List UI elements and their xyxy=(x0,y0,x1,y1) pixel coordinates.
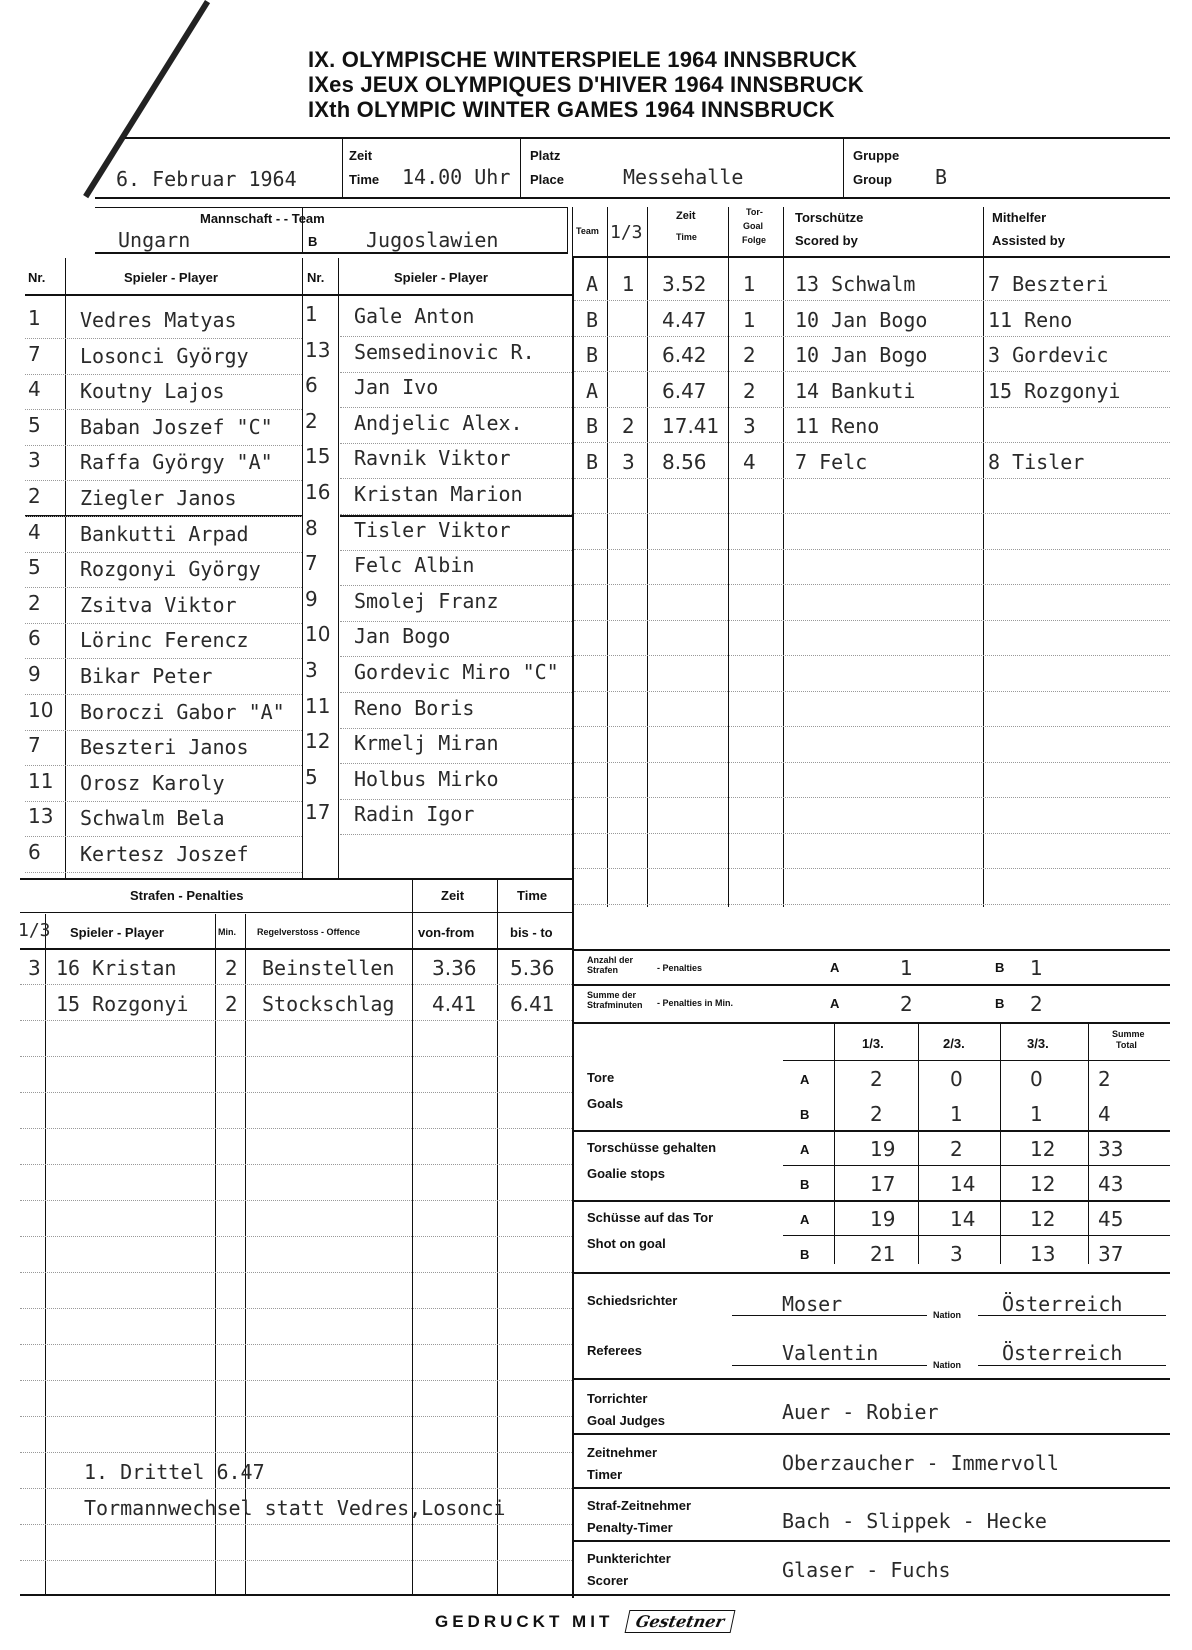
match-place: Messehalle xyxy=(623,165,744,189)
penalty-min-header: Min. xyxy=(218,927,236,937)
goal-tor-header: Tor- xyxy=(746,207,763,217)
scorer-label-de: Punkterichter xyxy=(587,1551,671,1566)
roster-b-player-header: Spieler - Player xyxy=(394,270,488,285)
roster-a-player: Zsitva Viktor xyxy=(80,592,237,617)
roster-a-number: 1 xyxy=(28,306,41,330)
pen-count-en: - Penalties xyxy=(657,963,703,973)
stats-team-a-label: A xyxy=(800,1212,810,1227)
gruppe-label: Gruppe xyxy=(853,148,900,163)
roster-b-player: Reno Boris xyxy=(354,695,475,720)
penalty-player-header: Spieler - Player xyxy=(70,925,164,940)
roster-a-number: 2 xyxy=(28,484,41,508)
stats-value: 0 xyxy=(950,1067,963,1091)
goal-assist-header-de: Mithelfer xyxy=(992,210,1047,225)
nation-label-2: Nation xyxy=(933,1360,961,1370)
row-rule xyxy=(340,336,572,337)
roster-b-number: 1 xyxy=(305,302,318,326)
roster-b-player: Ravnik Viktor xyxy=(354,446,511,471)
referee-2: Valentin xyxy=(782,1341,879,1365)
goal-goal-header: Goal xyxy=(743,221,764,231)
stats-value: 14 xyxy=(950,1172,976,1196)
goal-team: B xyxy=(586,414,599,438)
goal-time: 17.41 xyxy=(662,414,720,438)
timer-label-en: Timer xyxy=(587,1467,623,1482)
goal-sequence: 2 xyxy=(743,343,756,367)
match-group: B xyxy=(935,165,948,189)
roster-b-number: 6 xyxy=(305,373,318,398)
goal-scorer: 7 Felc xyxy=(795,449,868,474)
goal-team: B xyxy=(586,307,599,332)
row-rule xyxy=(574,655,1170,656)
goal-sequence: 2 xyxy=(743,378,756,403)
row-rule xyxy=(574,797,1170,798)
penalty-to: 6.41 xyxy=(510,992,555,1016)
row-rule xyxy=(25,516,302,517)
stats-value: 12 xyxy=(1030,1207,1056,1231)
row-rule xyxy=(25,552,302,553)
penalty-player: 16 Kristan xyxy=(56,956,177,980)
roster-a-player: Rozgonyi György xyxy=(80,557,261,582)
roster-a-nr-header: Nr. xyxy=(28,270,46,285)
stats-label-en: Goals xyxy=(587,1096,624,1111)
goal-scorer: 14 Bankuti xyxy=(795,378,916,403)
stats-team-b-label: B xyxy=(800,1177,810,1192)
row-rule xyxy=(340,834,572,835)
goal-team: B xyxy=(586,449,599,474)
goal-time: 3.52 xyxy=(662,272,707,296)
penalty-to: 5.36 xyxy=(510,956,555,980)
pen-count-b-label: B xyxy=(995,960,1005,975)
roster-a-number: 5 xyxy=(28,412,41,437)
row-rule xyxy=(574,726,1170,727)
match-date: 6. Februar 1964 xyxy=(116,167,297,191)
stats-col-2: 2/3. xyxy=(943,1036,965,1051)
title-line-3: IXth OLYMPIC WINTER GAMES 1964 INNSBRUCK xyxy=(308,97,835,122)
note-line-2: Tormannwechsel statt Vedres,Losonci xyxy=(84,1496,506,1520)
roster-b-player: Kristan Marion xyxy=(354,482,523,506)
roster-b-number: 13 xyxy=(305,337,331,362)
goal-judges: Auer - Robier xyxy=(782,1400,939,1424)
pen-sum-a: 2 xyxy=(900,992,913,1016)
referee-label-de: Schiedsrichter xyxy=(587,1293,678,1308)
zeit-label: Zeit xyxy=(349,148,373,163)
roster-b-player: Semsedinovic R. xyxy=(354,339,535,364)
row-rule xyxy=(25,872,302,873)
roster-a-player: Bankutti Arpad xyxy=(80,521,249,546)
goal-scorer-header-en: Scored by xyxy=(795,233,858,248)
penalty-third-header: 1/3 xyxy=(18,920,51,941)
roster-a-player: Ziegler Janos xyxy=(80,486,237,510)
stats-value: 2 xyxy=(1098,1067,1111,1091)
row-rule xyxy=(25,801,302,802)
roster-a-player: Raffa György "A" xyxy=(80,450,273,475)
row-rule xyxy=(574,300,1170,301)
stats-col-3: 3/3. xyxy=(1027,1036,1049,1051)
penalty-from: 3.36 xyxy=(432,956,477,980)
footer-text: GEDRUCKT MIT xyxy=(435,1611,614,1631)
goal-zeit-header: Zeit xyxy=(676,210,696,222)
stats-label-de: Torschüsse gehalten xyxy=(587,1140,717,1155)
penalty-timer-label-de: Straf-Zeitnehmer xyxy=(587,1498,692,1513)
timer-label-de: Zeitnehmer xyxy=(587,1445,658,1460)
roster-b-number: 5 xyxy=(305,764,318,789)
team-a-name: Ungarn xyxy=(118,228,191,252)
goal-scorer-header-de: Torschütze xyxy=(795,210,864,225)
row-rule xyxy=(20,1128,572,1129)
stats-value: 37 xyxy=(1098,1242,1124,1266)
roster-b-number: 9 xyxy=(305,586,318,611)
group-label: Group xyxy=(853,172,892,187)
roster-b-player: Radin Igor xyxy=(354,802,475,827)
row-rule xyxy=(20,1308,572,1309)
goal-time: 8.56 xyxy=(662,449,707,474)
roster-b-number: 7 xyxy=(305,551,318,576)
stats-value: 43 xyxy=(1098,1172,1124,1196)
stats-team-b-label: B xyxy=(800,1107,810,1122)
roster-a-number: 4 xyxy=(28,519,41,544)
row-rule xyxy=(340,443,572,444)
goal-third: 3 xyxy=(622,449,635,474)
row-rule xyxy=(20,984,572,985)
goal-assist: 11 Reno xyxy=(988,307,1073,332)
goal-sequence: 1 xyxy=(743,272,756,296)
row-rule xyxy=(340,656,572,657)
stats-team-b-label: B xyxy=(800,1247,810,1262)
roster-a-number: 4 xyxy=(28,377,41,402)
roster-b-number: 12 xyxy=(305,729,331,754)
penalty-minutes: 2 xyxy=(225,956,238,980)
goal-scorer: 11 Reno xyxy=(795,414,880,438)
pen-sum-b-label: B xyxy=(995,996,1005,1011)
roster-a-player: Orosz Karoly xyxy=(80,770,225,795)
penalties-time: Time xyxy=(517,888,548,903)
row-rule xyxy=(25,409,302,410)
row-rule xyxy=(20,1020,572,1021)
roster-a-player: Kertesz Joszef xyxy=(80,842,249,866)
row-rule xyxy=(574,691,1170,692)
roster-a-player: Bikar Peter xyxy=(80,664,213,688)
stats-value: 3 xyxy=(950,1242,963,1266)
row-rule xyxy=(574,407,1170,408)
goal-time: 4.47 xyxy=(662,307,707,332)
roster-a-player: Lörinc Ferencz xyxy=(80,628,249,653)
roster-a-number: 3 xyxy=(28,448,41,473)
goal-judges-label-de: Torrichter xyxy=(587,1391,648,1406)
roster-a-number: 6 xyxy=(28,840,41,864)
row-rule xyxy=(25,587,302,588)
roster-a-player: Boroczi Gabor "A" xyxy=(80,699,285,724)
roster-b-number: 10 xyxy=(305,622,331,647)
row-rule xyxy=(20,1452,572,1453)
referee-2-nation: Österreich xyxy=(1002,1341,1123,1365)
roster-b-player: Jan Bogo xyxy=(354,624,451,649)
roster-a-number: 13 xyxy=(28,804,54,829)
roster-a-number: 10 xyxy=(28,697,54,722)
goal-judges-label-en: Goal Judges xyxy=(587,1413,666,1428)
row-rule xyxy=(340,621,572,622)
row-rule xyxy=(20,1488,572,1489)
penalty-third: 3 xyxy=(28,956,41,980)
penalties-zeit: Zeit xyxy=(441,888,465,903)
penalty-offence-header: Regelverstoss - Offence xyxy=(257,927,361,937)
pen-count-de: Anzahl der Strafen xyxy=(587,955,634,975)
stats-value: 19 xyxy=(870,1137,896,1161)
goal-sequence: 1 xyxy=(743,307,756,332)
penalty-timer-label-en: Penalty-Timer xyxy=(587,1520,673,1535)
stats-value: 1 xyxy=(950,1102,963,1126)
row-rule xyxy=(574,513,1170,514)
stats-label-de: Tore xyxy=(587,1070,615,1085)
referee-1: Moser xyxy=(782,1292,843,1316)
timekeepers: Oberzaucher - Immervoll xyxy=(782,1451,1059,1475)
row-rule xyxy=(340,372,572,373)
row-rule xyxy=(574,442,1170,443)
row-rule xyxy=(340,585,572,586)
row-rule xyxy=(20,1272,572,1273)
row-rule xyxy=(340,478,572,479)
title-line-1: IX. OLYMPISCHE WINTERSPIELE 1964 INNSBRUCK xyxy=(308,47,858,72)
gestetner-logo: Gestetner xyxy=(625,1610,736,1633)
roster-b-player: Holbus Mirko xyxy=(354,766,499,791)
row-rule xyxy=(25,338,302,339)
row-rule xyxy=(20,1236,572,1237)
row-rule xyxy=(340,799,572,800)
row-rule xyxy=(25,765,302,766)
penalty-from: 4.41 xyxy=(432,992,477,1016)
nation-label-1: Nation xyxy=(933,1310,961,1320)
roster-b-player: Smolej Franz xyxy=(354,588,499,613)
stats-value: 4 xyxy=(1098,1102,1111,1126)
pen-sum-a-label: A xyxy=(830,996,840,1011)
row-rule xyxy=(340,763,572,764)
roster-a-number: 11 xyxy=(28,768,54,793)
roster-b-nr-header: Nr. xyxy=(307,270,325,285)
row-rule xyxy=(25,658,302,659)
team-b-name: Jugoslawien xyxy=(366,228,499,252)
goal-third-header: 1/3 xyxy=(610,222,643,243)
goal-scorer: 10 Jan Bogo xyxy=(795,307,928,332)
row-rule xyxy=(25,480,302,481)
pen-count-a: 1 xyxy=(900,956,913,980)
row-rule xyxy=(574,478,1170,479)
row-rule xyxy=(20,1524,572,1525)
stats-col-total-2: Total xyxy=(1116,1040,1137,1050)
stats-label-en: Shot on goal xyxy=(587,1236,666,1251)
goal-team: A xyxy=(586,272,599,296)
penalty-minutes: 2 xyxy=(225,992,238,1016)
roster-a-number: 2 xyxy=(28,590,41,615)
pen-count-a-label: A xyxy=(830,960,840,975)
row-rule xyxy=(20,1200,572,1201)
roster-b-number: 3 xyxy=(305,658,318,682)
goal-third: 2 xyxy=(622,414,635,438)
stats-value: 21 xyxy=(870,1242,896,1266)
referee-1-nation: Österreich xyxy=(1002,1292,1123,1316)
footer xyxy=(435,1610,733,1633)
team-b-letter: B xyxy=(308,234,318,249)
goal-assist: 15 Rozgonyi xyxy=(988,378,1121,403)
goal-assist: 8 Tisler xyxy=(988,449,1085,474)
stats-value: 2 xyxy=(870,1102,883,1126)
row-rule xyxy=(574,336,1170,337)
row-rule xyxy=(574,620,1170,621)
goal-team: A xyxy=(586,378,599,403)
stats-value: 12 xyxy=(1030,1172,1056,1196)
goal-sequence: 4 xyxy=(743,449,756,474)
stats-value: 2 xyxy=(870,1067,883,1091)
scorers: Glaser - Fuchs xyxy=(782,1558,951,1582)
roster-b-player: Tisler Viktor xyxy=(354,517,511,542)
goal-third: 1 xyxy=(622,272,635,296)
stats-value: 14 xyxy=(950,1207,976,1231)
row-rule xyxy=(20,1416,572,1417)
stats-value: 19 xyxy=(870,1207,896,1231)
roster-b-number: 11 xyxy=(305,693,331,718)
referee-label-en: Referees xyxy=(587,1343,642,1358)
roster-a-number: 7 xyxy=(28,733,41,758)
row-rule xyxy=(574,833,1170,834)
pen-sum-de: Summe der Strafminuten xyxy=(587,990,643,1010)
row-rule xyxy=(20,1092,572,1093)
row-rule xyxy=(20,1380,572,1381)
row-rule xyxy=(20,1164,572,1165)
time-label: Time xyxy=(349,172,380,187)
goal-assist-header-en: Assisted by xyxy=(992,233,1065,248)
row-rule xyxy=(25,694,302,695)
goal-assist: 7 Beszteri xyxy=(988,272,1109,296)
roster-b-player: Krmelj Miran xyxy=(354,731,499,756)
roster-b-player: Felc Albin xyxy=(354,553,475,578)
stats-value: 12 xyxy=(1030,1137,1056,1161)
penalty-from-header: von-from xyxy=(418,925,475,940)
row-rule xyxy=(20,1560,572,1561)
row-rule xyxy=(340,692,572,693)
roster-b-player: Jan Ivo xyxy=(354,375,439,400)
penalties-title: Strafen - Penalties xyxy=(130,888,244,903)
roster-b-player: Gordevic Miro "C" xyxy=(354,660,559,684)
row-rule xyxy=(25,623,302,624)
roster-b-number: 16 xyxy=(305,480,331,504)
stats-value: 13 xyxy=(1030,1242,1056,1266)
penalty-offence: Stockschlag xyxy=(262,992,395,1016)
penalty-to-header: bis - to xyxy=(510,925,553,940)
roster-a-number: 6 xyxy=(28,626,41,651)
row-rule xyxy=(574,584,1170,585)
row-rule xyxy=(340,514,572,515)
row-rule xyxy=(574,549,1170,550)
goal-scorer: 10 Jan Bogo xyxy=(795,343,928,367)
goal-sequence: 3 xyxy=(743,414,756,438)
row-rule xyxy=(20,1344,572,1345)
roster-a-player: Vedres Matyas xyxy=(80,308,237,332)
row-rule xyxy=(574,904,1170,905)
goal-time-header: Time xyxy=(676,232,697,242)
penalty-timekeepers: Bach - Slippek - Hecke xyxy=(782,1509,1047,1533)
penalty-player: 15 Rozgonyi xyxy=(56,992,189,1016)
roster-a-player-header: Spieler - Player xyxy=(124,270,218,285)
row-rule xyxy=(574,371,1170,372)
roster-b-number: 2 xyxy=(305,408,318,433)
roster-a-player: Baban Joszef "C" xyxy=(80,414,273,439)
goal-scorer: 13 Schwalm xyxy=(795,272,916,296)
roster-b-number: 8 xyxy=(305,515,318,540)
stats-value: 1 xyxy=(1030,1102,1043,1126)
row-rule xyxy=(574,868,1170,869)
roster-a-player: Koutny Lajos xyxy=(80,379,225,404)
goal-team: B xyxy=(586,343,599,367)
title-line-2: IXes JEUX OLYMPIQUES D'HIVER 1964 INNSBRUCK xyxy=(308,72,864,97)
match-time: 14.00 Uhr xyxy=(402,165,511,189)
roster-a-number: 9 xyxy=(28,662,41,686)
goal-time: 6.47 xyxy=(662,378,707,403)
stats-value: 33 xyxy=(1098,1137,1124,1161)
pen-sum-en: - Penalties in Min. xyxy=(657,998,734,1008)
stats-value: 0 xyxy=(1030,1067,1043,1091)
roster-a-player: Beszteri Janos xyxy=(80,735,249,760)
row-rule xyxy=(340,550,572,551)
stats-col-1: 1/3. xyxy=(862,1036,884,1051)
stats-value: 17 xyxy=(870,1172,896,1196)
penalty-offence: Beinstellen xyxy=(262,956,395,980)
roster-a-player: Losonci György xyxy=(80,343,249,368)
roster-a-number: 5 xyxy=(28,555,41,580)
row-rule xyxy=(25,445,302,446)
stats-team-a-label: A xyxy=(800,1072,810,1087)
goal-time: 6.42 xyxy=(662,343,707,367)
pen-count-b: 1 xyxy=(1030,956,1043,980)
roster-b-player: Gale Anton xyxy=(354,304,475,328)
stats-team-a-label: A xyxy=(800,1142,810,1157)
stats-label-en: Goalie stops xyxy=(587,1166,666,1181)
team-label: Mannschaft - - Team xyxy=(200,211,325,226)
goal-team-header: Team xyxy=(576,226,599,236)
scorer-label-en: Scorer xyxy=(587,1573,629,1588)
row-rule xyxy=(340,407,572,408)
place-label: Place xyxy=(530,172,564,187)
platz-label: Platz xyxy=(530,148,561,163)
row-rule xyxy=(25,836,302,837)
row-rule xyxy=(25,730,302,731)
row-rule xyxy=(25,374,302,375)
row-rule xyxy=(340,728,572,729)
roster-b-number: 15 xyxy=(305,444,331,469)
pen-sum-b: 2 xyxy=(1030,992,1043,1016)
stats-value: 2 xyxy=(950,1137,963,1161)
roster-a-number: 7 xyxy=(28,341,41,366)
roster-a-player: Schwalm Bela xyxy=(80,806,225,831)
row-rule xyxy=(20,1056,572,1057)
goal-assist: 3 Gordevic xyxy=(988,343,1109,367)
goal-folge-header: Folge xyxy=(742,235,766,245)
note-line-1: 1. Drittel 6.47 xyxy=(84,1460,265,1484)
row-rule xyxy=(574,762,1170,763)
stats-value: 45 xyxy=(1098,1207,1124,1231)
stats-label-de: Schüsse auf das Tor xyxy=(587,1210,714,1225)
stats-col-total-1: Summe xyxy=(1112,1029,1145,1039)
roster-b-player: Andjelic Alex. xyxy=(354,410,523,435)
roster-b-number: 17 xyxy=(305,800,331,825)
